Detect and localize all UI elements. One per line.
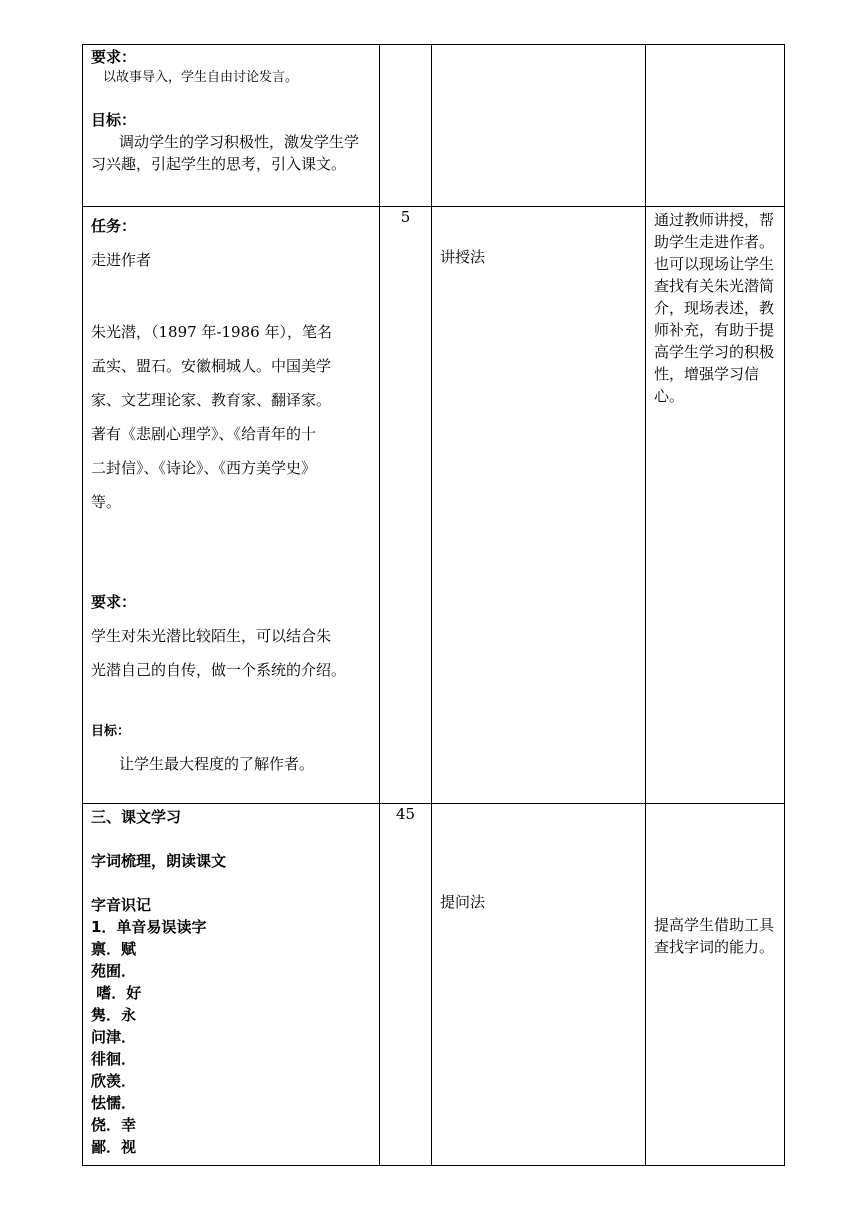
bio-line: 家、文艺理论家、教育家、翻译家。 xyxy=(91,391,332,409)
method-text: 提问法 xyxy=(440,893,486,911)
bio-line: 著有《悲剧心理学》、《给青年的十 xyxy=(91,425,317,443)
content-cell xyxy=(83,207,380,804)
bio-line: 朱光潜，（1897 年-1986 年），笔名 xyxy=(91,323,332,341)
intent-cell xyxy=(646,804,785,1166)
list-item: 问津． xyxy=(91,1028,137,1046)
requirement-label: 要求： xyxy=(91,593,137,611)
method-cell xyxy=(432,207,646,804)
minutes-cell: 45 xyxy=(380,804,432,1166)
requirement-line: 学生对朱光潜比较陌生，可以结合朱 xyxy=(91,627,332,645)
sub-title: 字词梳理，朗读课文 xyxy=(91,852,227,870)
table-row xyxy=(83,45,785,207)
table-row xyxy=(83,804,785,1166)
requirement-label: 要求： xyxy=(91,48,137,66)
lesson-plan-table xyxy=(82,44,785,1166)
list-item: 嗜．好 xyxy=(91,984,142,1002)
method-cell xyxy=(432,45,646,207)
bio-line: 孟实、盟石。安徽桐城人。中国美学 xyxy=(91,357,332,375)
bio-line: 等。 xyxy=(91,493,122,511)
table-row xyxy=(83,207,785,804)
section-title: 三、课文学习 xyxy=(91,808,182,826)
method-text: 讲授法 xyxy=(440,248,486,266)
intent-text: 提高学生借助工具查找字词的能力。 xyxy=(654,916,775,956)
goal-text: 让学生最大程度的了解作者。 xyxy=(119,755,315,773)
requirement-line: 光潜自己的自传，做一个系统的介绍。 xyxy=(91,661,347,679)
method-cell xyxy=(432,804,646,1166)
list-item: 鄙．视 xyxy=(91,1138,137,1156)
list-item: 隽．永 xyxy=(91,1006,137,1024)
requirement-text: 以故事导入，学生自由讨论发言。 xyxy=(103,69,299,85)
word-list xyxy=(91,938,371,1158)
requirement-text xyxy=(91,619,371,687)
content-cell xyxy=(83,45,380,207)
list-item: 欣羡． xyxy=(91,1072,137,1090)
intent-cell xyxy=(646,45,785,207)
intent-cell xyxy=(646,207,785,804)
content-cell xyxy=(83,804,380,1166)
bio-line: 二封信》、《诗论》、《西方美学史》 xyxy=(91,459,317,477)
list-item: 徘徊． xyxy=(91,1050,137,1068)
goal-text: 调动学生的学习积极性，激发学生学习兴趣，引起学生的思考，引入课文。 xyxy=(91,133,360,174)
task-label: 任务： xyxy=(91,217,137,235)
phonetics-title: 字音识记 xyxy=(91,896,152,914)
minutes-cell: 5 xyxy=(380,207,432,804)
goal-label: 目标： xyxy=(91,110,137,129)
task-title: 走进作者 xyxy=(91,251,152,269)
intent-text: 通过教师讲授，帮助学生走进作者。也可以现场让学生查找有关朱光潜简介，现场表述，教师补充，有助于提高学生学习的积极性，增强学习信心。 xyxy=(654,211,775,405)
list-item: 怯懦． xyxy=(91,1094,137,1112)
list-title: 1．单音易误读字 xyxy=(91,918,207,936)
list-item: 苑囿． xyxy=(91,962,137,980)
list-item: 侥．幸 xyxy=(91,1116,137,1134)
minutes-cell xyxy=(380,45,432,207)
list-item: 禀．赋 xyxy=(91,940,137,958)
author-bio xyxy=(91,315,371,519)
goal-label: 目标： xyxy=(91,724,131,739)
